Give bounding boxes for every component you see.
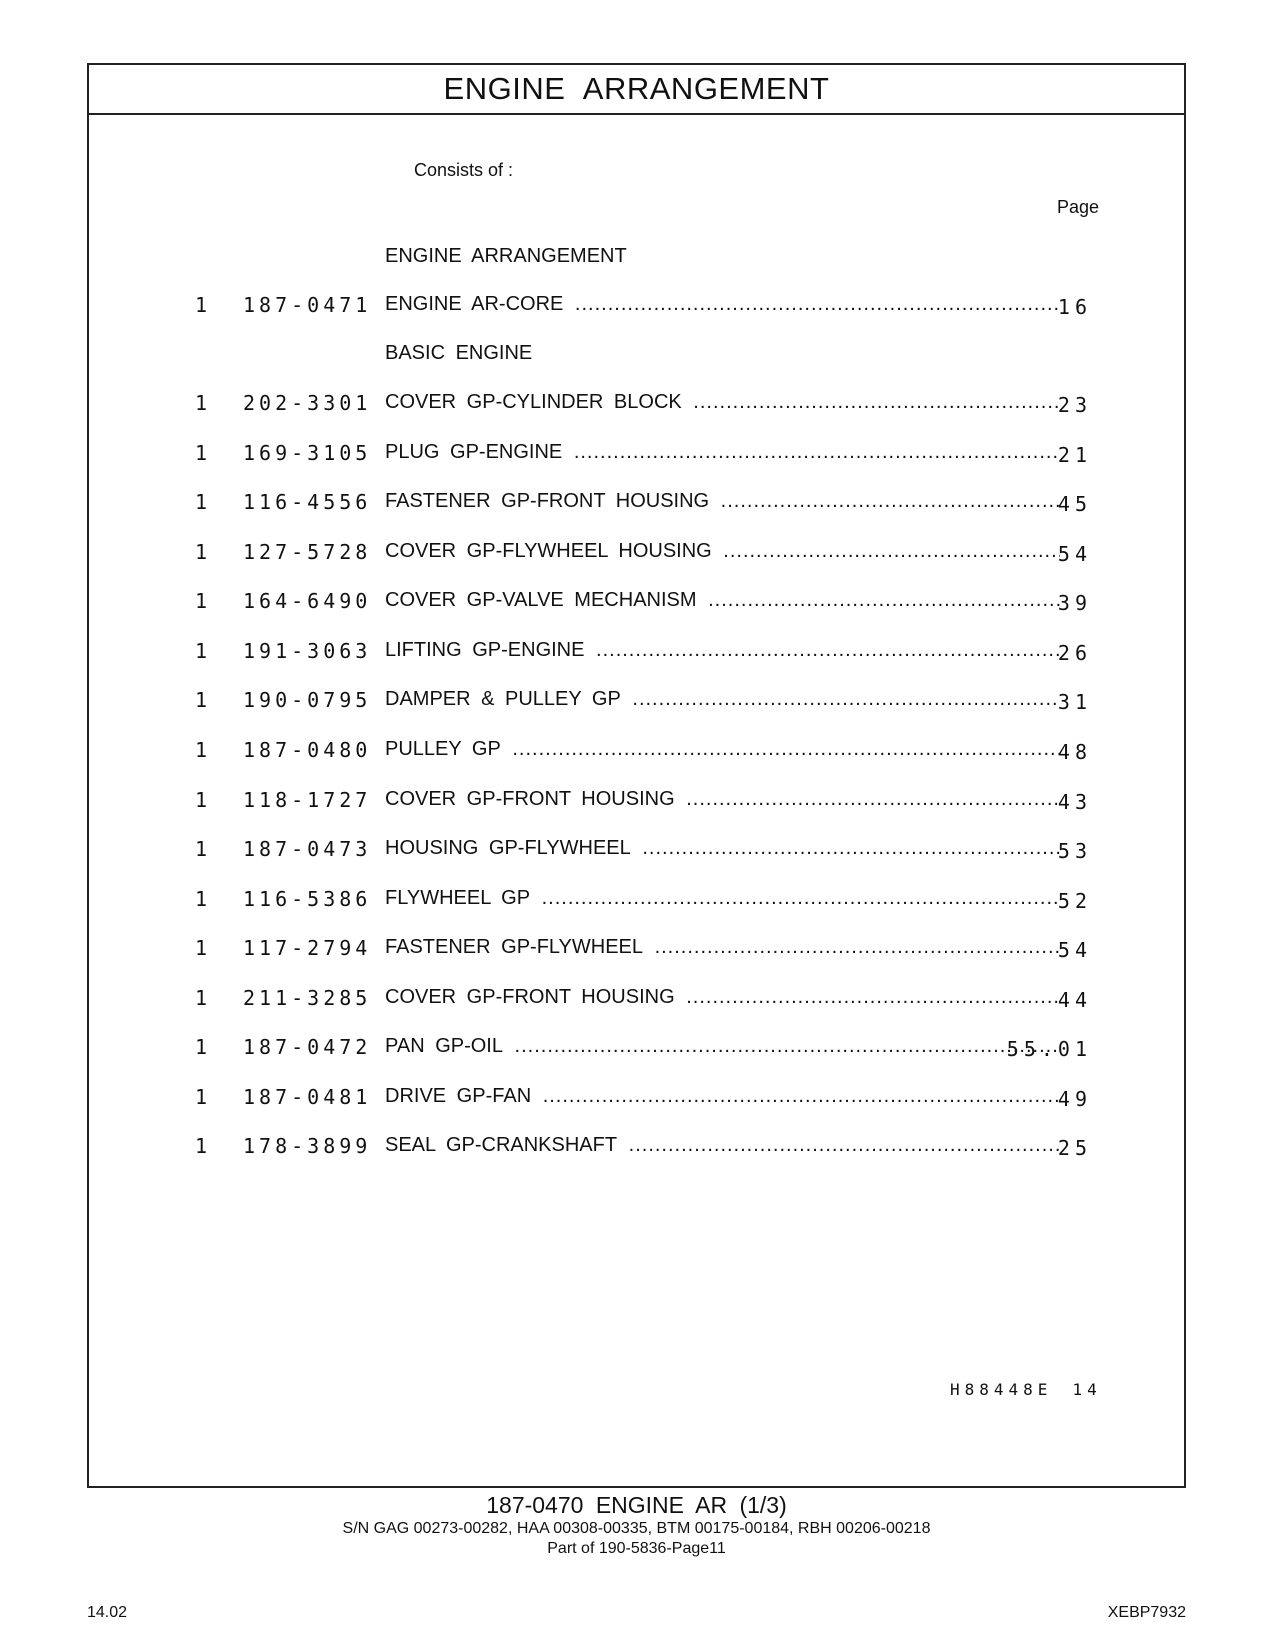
parts-row — [89, 837, 1184, 867]
section-heading-basic-engine: BASIC ENGINE — [385, 342, 533, 364]
part-number: 202-3301 — [243, 391, 372, 415]
page-ref: 23 — [1057, 393, 1092, 417]
part-description: COVER GP-CYLINDER BLOCK ..... — [385, 391, 1060, 414]
page-ref: 52 — [1057, 889, 1092, 913]
quantity: 1 — [195, 986, 208, 1010]
parts-row — [89, 490, 1184, 520]
part-description: PAN GP-OIL ..... — [385, 1035, 1060, 1058]
part-description: COVER GP-FRONT HOUSING ..... — [385, 788, 1060, 811]
page-title: ENGINE ARRANGEMENT — [443, 71, 830, 106]
page-ref: 48 — [1057, 740, 1092, 764]
parts-row — [89, 441, 1184, 471]
footer-serials: S/N GAG 00273-00282, HAA 00308-00335, BTM 00175-00184, RBH 00206-00218 — [342, 1520, 931, 1537]
part-number: 169-3105 — [243, 441, 372, 465]
part-description: COVER GP-FLYWHEEL HOUSING ..... — [385, 540, 1060, 563]
parts-row — [89, 540, 1184, 570]
page-ref: 54 — [1057, 542, 1092, 566]
part-number: 127-5728 — [243, 540, 372, 564]
page-ref: 39 — [1057, 591, 1092, 615]
part-number: 191-3063 — [243, 639, 372, 663]
part-number: 178-3899 — [243, 1134, 372, 1158]
part-number: 187-0471 — [243, 293, 372, 317]
illustration-code: H88448E — [950, 1380, 1053, 1399]
page-ref: 55.01 — [1006, 1037, 1092, 1061]
parts-row — [89, 887, 1184, 917]
part-number: 164-6490 — [243, 589, 372, 613]
part-number: 187-0480 — [243, 738, 372, 762]
footer-part-of: Part of 190-5836-Page11 — [547, 1540, 726, 1557]
parts-row — [89, 1134, 1184, 1164]
part-number: 118-1727 — [243, 788, 372, 812]
part-number: 116-5386 — [243, 887, 372, 911]
parts-row — [89, 639, 1184, 669]
part-description: LIFTING GP-ENGINE ..... — [385, 639, 1060, 662]
quantity: 1 — [195, 293, 208, 317]
page-ref: 16 — [1057, 295, 1092, 319]
page-ref: 26 — [1057, 641, 1092, 665]
parts-row — [89, 738, 1184, 768]
quantity: 1 — [195, 441, 208, 465]
illustration-number: 14 — [1072, 1380, 1102, 1399]
part-number: 116-4556 — [243, 490, 372, 514]
part-description: FLYWHEEL GP ..... — [385, 887, 1060, 910]
part-number: 187-0481 — [243, 1085, 372, 1109]
illustration-reference — [950, 1380, 1102, 1399]
parts-row — [89, 1035, 1184, 1065]
quantity: 1 — [195, 788, 208, 812]
parts-row — [89, 788, 1184, 818]
consists-of-label: Consists of : — [414, 160, 514, 180]
page-frame — [87, 63, 1186, 1488]
page-ref: 45 — [1057, 492, 1092, 516]
quantity: 1 — [195, 1134, 208, 1158]
part-description: HOUSING GP-FLYWHEEL ..... — [385, 837, 1060, 860]
part-number: 190-0795 — [243, 688, 372, 712]
page-ref: 54 — [1057, 938, 1092, 962]
document-number: XEBP7932 — [1107, 1604, 1186, 1621]
quantity: 1 — [195, 738, 208, 762]
footer-title: 187-0470 ENGINE AR (1/3) — [486, 1492, 787, 1518]
quantity: 1 — [195, 1035, 208, 1059]
section-heading-engine-arrangement: ENGINE ARRANGEMENT — [385, 245, 627, 267]
part-number: 187-0472 — [243, 1035, 372, 1059]
part-description: ENGINE AR-CORE ..... — [385, 293, 1060, 316]
part-description: FASTENER GP-FRONT HOUSING ..... — [385, 490, 1060, 513]
page-ref: 31 — [1057, 690, 1092, 714]
part-description: DAMPER & PULLEY GP ..... — [385, 688, 1060, 711]
parts-row — [89, 986, 1184, 1016]
parts-row — [89, 589, 1184, 619]
part-description: DRIVE GP-FAN ..... — [385, 1085, 1060, 1108]
quantity: 1 — [195, 639, 208, 663]
quantity: 1 — [195, 490, 208, 514]
part-number: 117-2794 — [243, 936, 372, 960]
page-ref: 43 — [1057, 790, 1092, 814]
parts-row — [89, 688, 1184, 718]
quantity: 1 — [195, 589, 208, 613]
quantity: 1 — [195, 936, 208, 960]
page-ref: 44 — [1057, 988, 1092, 1012]
quantity: 1 — [195, 688, 208, 712]
title-bar — [89, 65, 1184, 115]
parts-row — [89, 391, 1184, 421]
part-description: SEAL GP-CRANKSHAFT ..... — [385, 1134, 1060, 1157]
version-number: 14.02 — [87, 1604, 128, 1621]
quantity: 1 — [195, 887, 208, 911]
part-number: 211-3285 — [243, 986, 372, 1010]
page-ref: 49 — [1057, 1087, 1092, 1111]
part-description: FASTENER GP-FLYWHEEL ..... — [385, 936, 1060, 959]
page-column-header: Page — [1057, 197, 1100, 217]
part-description: COVER GP-FRONT HOUSING ..... — [385, 986, 1060, 1009]
parts-row — [89, 1085, 1184, 1115]
part-description: PULLEY GP ..... — [385, 738, 1060, 761]
quantity: 1 — [195, 540, 208, 564]
part-description: PLUG GP-ENGINE ..... — [385, 441, 1060, 464]
page-ref: 21 — [1057, 443, 1092, 467]
part-number: 187-0473 — [243, 837, 372, 861]
page-ref: 25 — [1057, 1136, 1092, 1160]
quantity: 1 — [195, 391, 208, 415]
parts-row — [89, 936, 1184, 966]
parts-row — [89, 293, 1184, 323]
quantity: 1 — [195, 837, 208, 861]
quantity: 1 — [195, 1085, 208, 1109]
page-ref: 53 — [1057, 839, 1092, 863]
part-description: COVER GP-VALVE MECHANISM ..... — [385, 589, 1060, 612]
